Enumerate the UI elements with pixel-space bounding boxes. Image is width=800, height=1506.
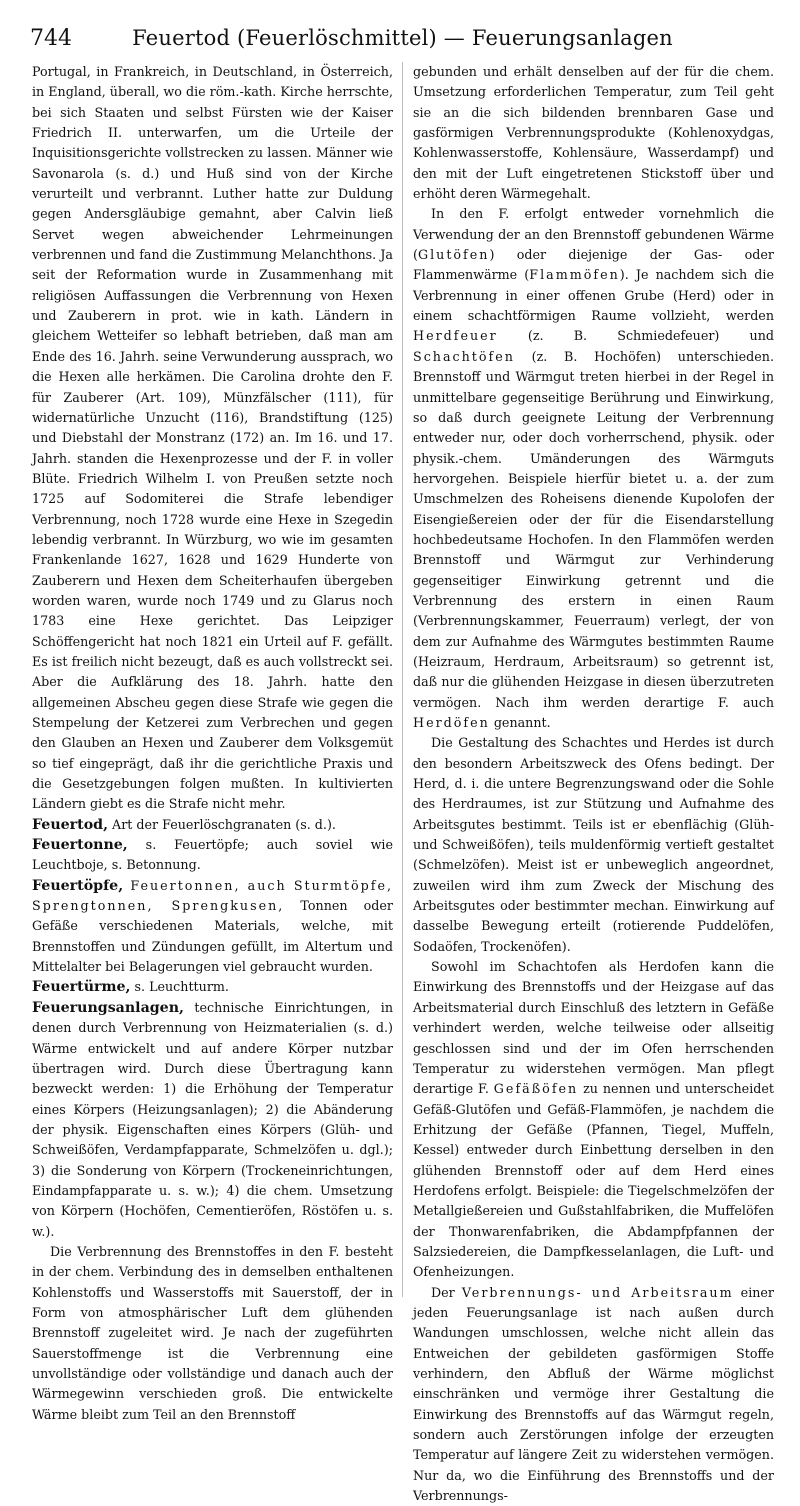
entry-feuertoepfe [32, 876, 393, 978]
headword: Feuertonne, [32, 837, 128, 854]
paragraph [413, 204, 774, 733]
text-run: ) oder diejenige der Gas- oder Flammenwärme ( [413, 247, 774, 283]
page-header [30, 22, 775, 62]
headword: Feuertöpfe, [32, 877, 124, 894]
spaced-term: Herdfeuer [413, 328, 498, 344]
spaced-synonyms: Feuertonnen, auch Sturmtöpfe, Sprengtonnen, Sprengkusen, [32, 877, 393, 914]
entry-text: s. Leuchtturm. [130, 979, 229, 995]
spaced-term: Verbrennungs- und Arbeitsraum [461, 1284, 734, 1300]
entry-feuerungsanlagen [32, 998, 393, 1242]
running-title: Feuertod (Feuerlöschmittel) — Feuerungsanlagen [132, 26, 673, 50]
text-run: ). Je nachdem sich die Verbrennung in einer offenen Grube (Herd) oder in einem schachtförmigen Raume vollzieht, werden [413, 267, 774, 324]
spaced-term: Herdöfen [413, 715, 490, 730]
paragraph: Portugal, in Frankreich, in Deutschland, in Österreich, in England, überall, wo die röm.-kath. Kirche herrschte, bei sich Staaten und selbst Fürsten wie der Kaiser Friedrich II. unterwarfen, um die Urteile der Inquisitionsgerichte vollstrecken zu lassen. Männer wie Savonarola (s. d.) und Huß sind von der Kirche verurteilt und verbrannt. Luther hatte zur Duldung gegen Andersgläubige gemahnt, aber Calvin ließ Servet wegen abweichender Lehrmeinungen verbrennen und fand die Zustimmung Melanchthons. Ja seit der Reformation wurde in Zusammenhang mit religiösen Auffassungen die Verbrennung von Hexen und Zauberern in prot. wie in kath. Ländern in gleichem Wetteifer so lebhaft betrieben, daß man am Ende des 16. Jahrh. seine Verwunderung aussprach, wo die Hexen alle herkämen. Die Carolina drohte den F. für Zauberer (Art. 109), Münzfälscher (111), für widernatürliche Unzucht (116), Brandstiftung (125) und Diebstahl der Monstranz (172) an. Im 16. und 17. Jahrh. standen die Hexenprozesse und der F. in voller Blüte. Friedrich Wilhelm I. von Preußen setzte noch 1725 auf Sodomiterei die Strafe lebendiger Verbrennung, noch 1728 wurde eine Hexe in Szegedin lebendig verbrannt. In Würzburg, wo wie im gesamten Frankenlande 1627, 1628 und 1629 Hunderte von Zauberern und Hexen dem Scheiterhaufen übergeben worden waren, wurde noch 1749 und zu Glarus noch 1783 eine Hexe gerichtet. Das Leipziger Schöffengericht hat noch 1821 ein Urteil auf F. gefällt. Es ist freilich nicht bezeugt, daß es auch vollstreckt sei. Aber die Aufklärung des 18. Jahrh. hatte den allgemeinen Abscheu gegen diese Strafe wie gegen die Stempelung der Ketzerei zum Verbrechen und gegen den Glauben an Hexen und Zauberer dem Volksgemüt so tief eingeprägt, daß ihr die gerichtliche Praxis und die Gesetzgebungen folgen mußten. In kultivierten Ländern giebt es die Strafe nicht mehr. [32, 64, 393, 812]
spaced-term: Glutöfen [417, 247, 490, 263]
column-divider [402, 62, 403, 1297]
left-column [32, 62, 393, 1422]
text-run: zu nennen und unterscheidet Gefäß-Glutöfen und Gefäß-Flammöfen, je nachdem die Erhitzung der Gefäße (Pfannen, Tiegel, Muffeln, Kessel) entweder durch Einbettung derselben in den glühenden Brennstoff oder auf dem Herd eines Herdofens erfolgt. Beispiele: die Tiegelschmelzöfen der Metallgießereien und Gußstahlfabriken, die Muffelöfen der Thonwarenfabriken, die Abdampfpfannen der Salzsiedereien, die Dampfkesselanlagen, die Luft- und Ofenheizungen. [413, 1081, 774, 1280]
entry-text: Tonnen oder Gefäße verschiedenen Materials, welche, mit Brennstoffen und Zündungen gefüllt, im Altertum und Mittelalter bei Belagerungen viel gebraucht wurden. [32, 898, 393, 975]
text-run: (z. B. Hochöfen) unterschieden. Brennstoff und Wärmgut treten hierbei in der Regel in unmittelbare gegenseitige Berührung und Einwirkung, so daß durch geeignete Leitung der Verbrennung entweder nur, oder doch vorherrschend, physik. oder physik.-chem. Umänderungen des Wärmguts hervorgehen. Beispiele hierfür bietet u. a. der zum Umschmelzen des Roheisens dienende Kupolofen der Eisengießereien oder der für die Eisendarstellung hochbedeutsame Hochofen. In den Flammöfen werden Brennstoff und Wärmgut zur Verhinderung gegenseitiger Einwirkung getrennt und die Verbrennung des erstern in einen Raum (Verbrennungskammer, Feuerraum) verlegt, der von dem zur Aufnahme des Wärmgutes bestimmten Raume (Heizraum, Herdraum, Arbeitsraum) so getrennt ist, daß nur die glühenden Heizgase in diesen überzutreten vermögen. Nach ihm werden derartige F. auch [413, 348, 774, 710]
entry-text: technische Einrichtungen, in denen durch Verbrennung von Heizmaterialien (s. d.) Wärme entwickelt und auf andere Körper nutzbar übertragen wird. Durch diese Übertragung kann bezweckt werden: 1) die Erhöhung der Temperatur eines Körpers (Heizungsanlagen); 2) die Abänderung der physik. Eigenschaften eines Körpers (Glüh- und Schweißöfen, Verdampfapparate, Schmelzöfen u. dgl.); 3) die Sonderung von Körpern (Trockeneinrichtungen, Eindampfapparate u. s. w.); 4) die chem. Umsetzung von Körpern (Hochöfen, Cementieröfen, Röstöfen u. s. w.). [32, 999, 393, 1239]
entry-text: s. Feuertöpfe; auch soviel wie Leuchtboje, s. Betonnung. [32, 837, 393, 873]
entry-feuertod [32, 815, 393, 835]
entry-feuertonne [32, 835, 393, 876]
spaced-term: Gefäßöfen [493, 1081, 579, 1097]
text-run: In den F. erfolgt entweder vornehmlich die Verwendung der an den Brennstoff gebundenen Wärme ( [413, 206, 774, 263]
entry-feuertuerme [32, 977, 393, 997]
paragraph: Die Gestaltung des Schachtes und Herdes ist durch den besondern Arbeitszweck des Ofens bedingt. Der Herd, d. i. die untere Begrenzungswand oder die Sohle des Herdraumes, ist zur Stützung und Aufnahme des Arbeitsgutes bestimmt. Teils ist er ebenflächig (Glüh- und Schweißöfen), teils muldenförmig vertieft gestaltet (Schmelzöfen). Meist ist er unbeweglich angeordnet, zuweilen wird ihm zum Zweck der Mischung des Arbeitsgutes oder bestimmter mechan. Einwirkung auf dasselbe Bewegung erteilt (rotierende Puddelöfen, Sodaöfen, Trockenöfen). [413, 735, 774, 954]
text-run: einer jeden Feuerungsanlage ist nach außen durch Wandungen umschlossen, welche nicht allein das Entweichen der gebildeten gasförmigen Stoffe verhindern, den Abfluß der Wärme möglichst einschränken und vermöge ihrer Gestaltung die Einwirkung des Brennstoffs auf das Wärmgut regeln, sondern auch Zerstörungen infolge der erzeugten Temperatur auf längere Zeit zu widerstehen vermögen. Nur da, wo die Einführung des Brennstoffs und der Verbrennungs- [413, 1284, 774, 1504]
headword: Feuerungsanlagen, [32, 999, 184, 1016]
paragraph: Die Verbrennung des Brennstoffes in den F. besteht in der chem. Verbindung des in demselben enthaltenen Kohlenstoffs und Wasserstoffs mit Sauerstoff, der in Form von atmosphärischer Luft dem glühenden Brennstoff zugeleitet wird. Je nach der zugeführten Sauerstoffmenge ist die Verbrennung eine unvollständige oder vollständige und danach auch der Wärmegewinn verschieden groß. Die entwickelte Wärme bleibt zum Teil an den Brennstoff [32, 1243, 393, 1422]
paragraph [413, 1283, 774, 1506]
text-run: genannt. [489, 715, 551, 730]
paragraph: gebunden und erhält denselben auf der für die chem. Umsetzung erforderlichen Temperatur, zum Teil geht sie an die sich bildenden brennbaren Gase und gasförmigen Verbrennungsprodukte (Kohlenoxydgas, Kohlenwasserstoffe, Kohlensäure, Wasserdampf) und den mit der Luft eingetretenen Stickstoff über und erhöht deren Wärmegehalt. [413, 64, 774, 202]
entry-text: Art der Feuerlöschgranaten (s. d.). [108, 816, 336, 832]
text-run: Sowohl im Schachtofen als Herdofen kann die Einwirkung des Brennstoffs und der Heizgase auf das Arbeitsmaterial durch Einschluß des letztern in Gefäße verhindert werden, welche teilweise oder allseitig geschlossen sind und der im Ofen herrschenden Temperatur zu widerstehen vermögen. Man pflegt derartige F. [413, 959, 774, 1097]
spaced-term: Schachtöfen [413, 348, 515, 364]
text-run: Der [431, 1284, 462, 1300]
text-run: (z. B. Schmiedefeuer) und [497, 328, 774, 344]
headword: Feuertürme, [32, 979, 131, 996]
page-number: 744 [30, 26, 72, 51]
headword: Feuertod, [32, 816, 109, 833]
right-column [413, 62, 774, 1504]
paragraph [413, 957, 774, 1283]
spaced-term: Flammöfen [529, 267, 620, 283]
